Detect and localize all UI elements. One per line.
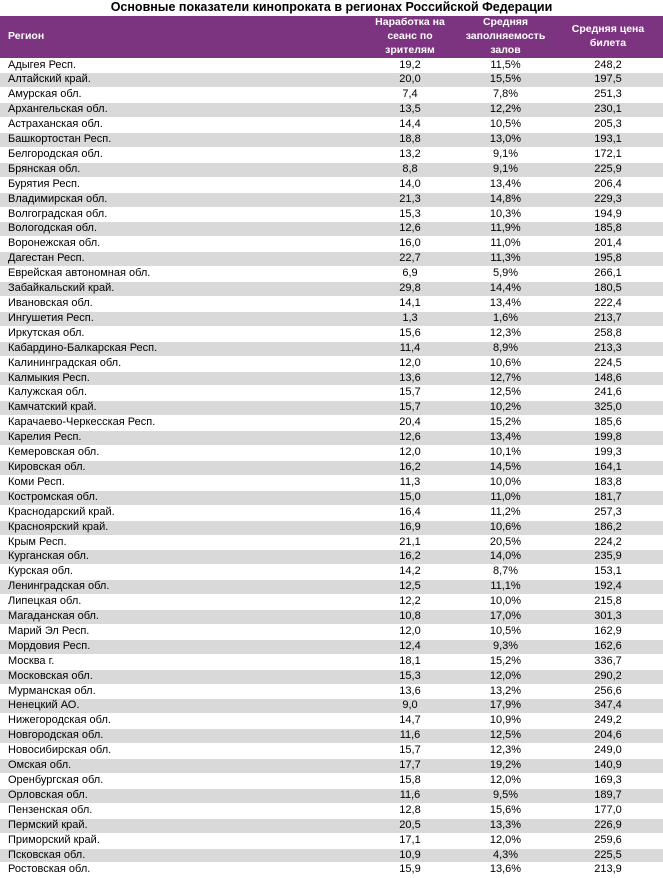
value-cell: 13,4% (458, 431, 553, 446)
value-cell: 177,0 (553, 803, 663, 818)
value-cell: 226,9 (553, 818, 663, 833)
table-row (0, 639, 663, 654)
value-cell: 9,3% (458, 639, 553, 654)
region-cell: Москва г. (0, 654, 362, 669)
table-row (0, 118, 663, 133)
value-cell: 14,4 (362, 118, 458, 133)
value-cell: 153,1 (553, 565, 663, 580)
table-row (0, 162, 663, 177)
table-header (0, 16, 663, 58)
value-cell: 241,6 (553, 386, 663, 401)
value-cell: 16,4 (362, 505, 458, 520)
table-row (0, 431, 663, 446)
value-cell: 195,8 (553, 252, 663, 267)
table-row (0, 475, 663, 490)
value-cell: 257,3 (553, 505, 663, 520)
table-row (0, 535, 663, 550)
value-cell: 15,0 (362, 490, 458, 505)
value-cell: 9,1% (458, 162, 553, 177)
value-cell: 15,7 (362, 401, 458, 416)
value-cell: 12,5% (458, 386, 553, 401)
value-cell: 4,3% (458, 848, 553, 863)
region-cell: Амурская обл. (0, 88, 362, 103)
table-row (0, 341, 663, 356)
region-cell: Новосибирская обл. (0, 744, 362, 759)
table-row (0, 222, 663, 237)
value-cell: 251,3 (553, 88, 663, 103)
table-row (0, 684, 663, 699)
region-cell: Красноярский край. (0, 520, 362, 535)
region-cell: Карачаево-Черкесская Респ. (0, 416, 362, 431)
value-cell: 204,6 (553, 729, 663, 744)
value-cell: 20,0 (362, 73, 458, 88)
value-cell: 185,8 (553, 222, 663, 237)
value-cell: 29,8 (362, 282, 458, 297)
value-cell: 11,5% (458, 58, 553, 73)
region-cell: Воронежская обл. (0, 237, 362, 252)
value-cell: 20,5% (458, 535, 553, 550)
value-cell: 14,0 (362, 177, 458, 192)
value-cell: 22,7 (362, 252, 458, 267)
value-cell: 347,4 (553, 699, 663, 714)
value-cell: 266,1 (553, 267, 663, 282)
value-cell: 11,2% (458, 505, 553, 520)
region-cell: Забайкальский край. (0, 282, 362, 297)
region-cell: Крым Респ. (0, 535, 362, 550)
region-cell: Башкортостан Респ. (0, 133, 362, 148)
value-cell: 12,0 (362, 624, 458, 639)
region-cell: Мурманская обл. (0, 684, 362, 699)
table-row (0, 624, 663, 639)
value-cell: 14,2 (362, 565, 458, 580)
value-cell: 201,4 (553, 237, 663, 252)
value-cell: 15,3 (362, 669, 458, 684)
value-cell: 258,8 (553, 326, 663, 341)
table-row (0, 147, 663, 162)
region-cell: Костромская обл. (0, 490, 362, 505)
region-cell: Оренбургская обл. (0, 774, 362, 789)
region-cell: Курская обл. (0, 565, 362, 580)
value-cell: 164,1 (553, 460, 663, 475)
value-cell: 10,9% (458, 714, 553, 729)
table-row (0, 490, 663, 505)
value-cell: 14,4% (458, 282, 553, 297)
value-cell: 8,9% (458, 341, 553, 356)
value-cell: 14,1 (362, 297, 458, 312)
value-cell: 12,0 (362, 446, 458, 461)
table-row (0, 88, 663, 103)
value-cell: 162,6 (553, 639, 663, 654)
value-cell: 10,3% (458, 207, 553, 222)
value-cell: 15,6 (362, 326, 458, 341)
value-cell: 229,3 (553, 192, 663, 207)
value-cell: 199,3 (553, 446, 663, 461)
region-cell: Адыгея Респ. (0, 58, 362, 73)
table-row (0, 774, 663, 789)
table-row (0, 699, 663, 714)
value-cell: 13,2 (362, 147, 458, 162)
value-cell: 11,1% (458, 580, 553, 595)
value-cell: 10,0% (458, 475, 553, 490)
value-cell: 12,0% (458, 669, 553, 684)
table-row (0, 520, 663, 535)
table-row (0, 311, 663, 326)
value-cell: 16,2 (362, 550, 458, 565)
region-cell: Астраханская обл. (0, 118, 362, 133)
region-cell: Белгородская обл. (0, 147, 362, 162)
table-row (0, 863, 663, 878)
region-cell: Вологодская обл. (0, 222, 362, 237)
value-cell: 14,8% (458, 192, 553, 207)
value-cell: 14,0% (458, 550, 553, 565)
value-cell: 10,5% (458, 624, 553, 639)
table-row (0, 356, 663, 371)
table-row (0, 446, 663, 461)
value-cell: 256,6 (553, 684, 663, 699)
value-cell: 9,5% (458, 788, 553, 803)
value-cell: 13,2% (458, 684, 553, 699)
table-row (0, 103, 663, 118)
table-row (0, 803, 663, 818)
region-cell: Орловская обл. (0, 788, 362, 803)
value-cell: 213,7 (553, 311, 663, 326)
region-cell: Брянская обл. (0, 162, 362, 177)
value-cell: 11,3 (362, 475, 458, 490)
table-row (0, 550, 663, 565)
region-cell: Кабардино-Балкарская Респ. (0, 341, 362, 356)
value-cell: 10,5% (458, 118, 553, 133)
region-cell: Карелия Респ. (0, 431, 362, 446)
value-cell: 230,1 (553, 103, 663, 118)
value-cell: 1,6% (458, 311, 553, 326)
column-header-ticket-price: Средняя цена билета (553, 16, 663, 58)
value-cell: 17,1 (362, 833, 458, 848)
value-cell: 148,6 (553, 371, 663, 386)
region-cell: Курганская обл. (0, 550, 362, 565)
value-cell: 12,2% (458, 103, 553, 118)
region-cell: Ненецкий АО. (0, 699, 362, 714)
table-row (0, 729, 663, 744)
value-cell: 213,3 (553, 341, 663, 356)
value-cell: 14,5% (458, 460, 553, 475)
table-row (0, 297, 663, 312)
table-body (0, 58, 663, 878)
value-cell: 249,0 (553, 744, 663, 759)
region-cell: Псковская обл. (0, 848, 362, 863)
value-cell: 15,6% (458, 803, 553, 818)
table-row (0, 416, 663, 431)
value-cell: 189,7 (553, 788, 663, 803)
value-cell: 13,4% (458, 177, 553, 192)
table-row (0, 669, 663, 684)
value-cell: 180,5 (553, 282, 663, 297)
region-cell: Коми Респ. (0, 475, 362, 490)
value-cell: 249,2 (553, 714, 663, 729)
region-cell: Пензенская обл. (0, 803, 362, 818)
column-header-region: Регион (0, 16, 362, 58)
value-cell: 8,8 (362, 162, 458, 177)
table-row (0, 371, 663, 386)
value-cell: 17,7 (362, 759, 458, 774)
region-cell: Московская обл. (0, 669, 362, 684)
page-title: Основные показатели кинопроката в регионах Российской Федерации (110, 0, 553, 14)
table-row (0, 58, 663, 73)
value-cell: 11,4 (362, 341, 458, 356)
table-row (0, 177, 663, 192)
value-cell: 15,5% (458, 73, 553, 88)
value-cell: 19,2 (362, 58, 458, 73)
value-cell: 10,1% (458, 446, 553, 461)
value-cell: 248,2 (553, 58, 663, 73)
region-cell: Ивановская обл. (0, 297, 362, 312)
value-cell: 194,9 (553, 207, 663, 222)
region-cell: Марий Эл Респ. (0, 624, 362, 639)
table-row (0, 267, 663, 282)
region-cell: Краснодарский край. (0, 505, 362, 520)
value-cell: 20,4 (362, 416, 458, 431)
region-cell: Омская обл. (0, 759, 362, 774)
column-header-occupancy: Средняя заполняемость залов (458, 16, 553, 58)
value-cell: 140,9 (553, 759, 663, 774)
table-row (0, 654, 663, 669)
region-cell: Владимирская обл. (0, 192, 362, 207)
value-cell: 12,3% (458, 326, 553, 341)
value-cell: 13,6% (458, 863, 553, 878)
value-cell: 15,3 (362, 207, 458, 222)
value-cell: 21,3 (362, 192, 458, 207)
value-cell: 21,1 (362, 535, 458, 550)
region-cell: Калмыкия Респ. (0, 371, 362, 386)
statistics-table (0, 16, 663, 878)
value-cell: 15,8 (362, 774, 458, 789)
value-cell: 10,2% (458, 401, 553, 416)
value-cell: 15,2% (458, 416, 553, 431)
region-cell: Дагестан Респ. (0, 252, 362, 267)
value-cell: 12,0% (458, 774, 553, 789)
value-cell: 1,3 (362, 311, 458, 326)
value-cell: 186,2 (553, 520, 663, 535)
region-cell: Иркутская обл. (0, 326, 362, 341)
table-header-row (0, 16, 663, 58)
value-cell: 13,6 (362, 371, 458, 386)
table-row (0, 252, 663, 267)
value-cell: 16,0 (362, 237, 458, 252)
value-cell: 224,2 (553, 535, 663, 550)
value-cell: 10,6% (458, 520, 553, 535)
value-cell: 11,0% (458, 490, 553, 505)
table-row (0, 282, 663, 297)
value-cell: 18,8 (362, 133, 458, 148)
table-row (0, 759, 663, 774)
value-cell: 17,9% (458, 699, 553, 714)
region-cell: Камчатский край. (0, 401, 362, 416)
value-cell: 15,2% (458, 654, 553, 669)
value-cell: 12,8 (362, 803, 458, 818)
value-cell: 11,3% (458, 252, 553, 267)
table-row (0, 386, 663, 401)
value-cell: 213,9 (553, 863, 663, 878)
value-cell: 185,6 (553, 416, 663, 431)
value-cell: 9,0 (362, 699, 458, 714)
value-cell: 222,4 (553, 297, 663, 312)
value-cell: 12,3% (458, 744, 553, 759)
region-cell: Бурятия Респ. (0, 177, 362, 192)
column-header-attendance-per-show: Наработка на сеанс по зрителям (362, 16, 458, 58)
value-cell: 215,8 (553, 595, 663, 610)
region-cell: Новгородская обл. (0, 729, 362, 744)
value-cell: 301,3 (553, 610, 663, 625)
value-cell: 11,9% (458, 222, 553, 237)
value-cell: 193,1 (553, 133, 663, 148)
value-cell: 183,8 (553, 475, 663, 490)
region-cell: Еврейская автономная обл. (0, 267, 362, 282)
value-cell: 13,0% (458, 133, 553, 148)
region-cell: Ростовская обл. (0, 863, 362, 878)
value-cell: 13,3% (458, 818, 553, 833)
value-cell: 17,0% (458, 610, 553, 625)
value-cell: 18,1 (362, 654, 458, 669)
region-cell: Архангельская обл. (0, 103, 362, 118)
value-cell: 10,6% (458, 356, 553, 371)
region-cell: Калининградская обл. (0, 356, 362, 371)
table-row (0, 133, 663, 148)
value-cell: 169,3 (553, 774, 663, 789)
region-cell: Волгоградская обл. (0, 207, 362, 222)
value-cell: 12,5 (362, 580, 458, 595)
value-cell: 162,9 (553, 624, 663, 639)
table-row (0, 73, 663, 88)
value-cell: 325,0 (553, 401, 663, 416)
value-cell: 20,5 (362, 818, 458, 833)
value-cell: 14,7 (362, 714, 458, 729)
value-cell: 11,6 (362, 788, 458, 803)
value-cell: 12,2 (362, 595, 458, 610)
region-cell: Липецкая обл. (0, 595, 362, 610)
value-cell: 13,5 (362, 103, 458, 118)
value-cell: 192,4 (553, 580, 663, 595)
value-cell: 13,4% (458, 297, 553, 312)
value-cell: 5,9% (458, 267, 553, 282)
value-cell: 15,7 (362, 744, 458, 759)
table-row (0, 401, 663, 416)
value-cell: 11,6 (362, 729, 458, 744)
table-row (0, 580, 663, 595)
region-cell: Кировская обл. (0, 460, 362, 475)
table-row (0, 565, 663, 580)
value-cell: 7,4 (362, 88, 458, 103)
value-cell: 12,6 (362, 222, 458, 237)
table-row (0, 848, 663, 863)
table-row (0, 833, 663, 848)
value-cell: 290,2 (553, 669, 663, 684)
value-cell: 12,6 (362, 431, 458, 446)
value-cell: 6,9 (362, 267, 458, 282)
value-cell: 224,5 (553, 356, 663, 371)
value-cell: 19,2% (458, 759, 553, 774)
value-cell: 205,3 (553, 118, 663, 133)
value-cell: 12,0% (458, 833, 553, 848)
value-cell: 15,9 (362, 863, 458, 878)
value-cell: 172,1 (553, 147, 663, 162)
table-row (0, 788, 663, 803)
table-row (0, 505, 663, 520)
table-row (0, 192, 663, 207)
table-row (0, 326, 663, 341)
value-cell: 12,5% (458, 729, 553, 744)
value-cell: 8,7% (458, 565, 553, 580)
table-row (0, 595, 663, 610)
region-cell: Ингушетия Респ. (0, 311, 362, 326)
value-cell: 9,1% (458, 147, 553, 162)
value-cell: 15,7 (362, 386, 458, 401)
table-row (0, 714, 663, 729)
value-cell: 12,4 (362, 639, 458, 654)
value-cell: 199,8 (553, 431, 663, 446)
value-cell: 225,9 (553, 162, 663, 177)
value-cell: 10,0% (458, 595, 553, 610)
region-cell: Пермский край. (0, 818, 362, 833)
value-cell: 16,2 (362, 460, 458, 475)
table-row (0, 610, 663, 625)
value-cell: 197,5 (553, 73, 663, 88)
value-cell: 259,6 (553, 833, 663, 848)
table-row (0, 207, 663, 222)
region-cell: Нижегородская обл. (0, 714, 362, 729)
table-row (0, 237, 663, 252)
value-cell: 181,7 (553, 490, 663, 505)
value-cell: 12,0 (362, 356, 458, 371)
region-cell: Приморский край. (0, 833, 362, 848)
region-cell: Алтайский край. (0, 73, 362, 88)
value-cell: 235,9 (553, 550, 663, 565)
region-cell: Ленинградская обл. (0, 580, 362, 595)
value-cell: 11,0% (458, 237, 553, 252)
value-cell: 10,8 (362, 610, 458, 625)
table-row (0, 818, 663, 833)
value-cell: 7,8% (458, 88, 553, 103)
value-cell: 206,4 (553, 177, 663, 192)
value-cell: 336,7 (553, 654, 663, 669)
value-cell: 225,5 (553, 848, 663, 863)
region-cell: Калужская обл. (0, 386, 362, 401)
table-row (0, 460, 663, 475)
value-cell: 12,7% (458, 371, 553, 386)
value-cell: 16,9 (362, 520, 458, 535)
value-cell: 13,6 (362, 684, 458, 699)
value-cell: 10,9 (362, 848, 458, 863)
region-cell: Мордовия Респ. (0, 639, 362, 654)
region-cell: Магаданская обл. (0, 610, 362, 625)
table-row (0, 744, 663, 759)
region-cell: Кемеровская обл. (0, 446, 362, 461)
